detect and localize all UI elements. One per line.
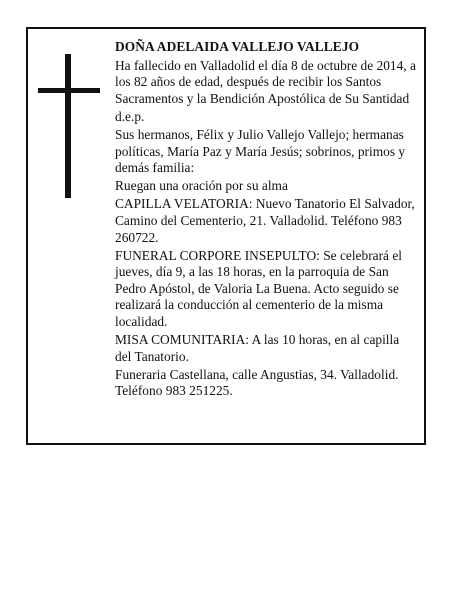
deceased-name: DOÑA ADELAIDA VALLEJO VALLEJO xyxy=(115,39,360,54)
death-announcement: Ha fallecido en Valladolid el día 8 de octubre de 2014, a los 82 años de edad, después de recibir los Santos Sacramentos y la Bendición Apostólica de Su Santidad xyxy=(115,57,416,106)
rest-in-peace: d.e.p. xyxy=(115,108,145,124)
obituary-notice xyxy=(26,27,426,445)
prayer-request: Ruegan una oración por su alma xyxy=(115,178,288,194)
cross-icon xyxy=(38,54,100,198)
funeral-home-info: Funeraria Castellana, calle Angustias, 34. Valladolid. Teléfono 983 251225. xyxy=(115,366,399,399)
family-members: Sus hermanos, Félix y Julio Vallejo Vallejo; hermanas políticas, María Paz y María Jesús; sobrinos, primos y demás familia: xyxy=(115,126,406,176)
funeral-info: FUNERAL CORPORE INSEPULTO: Se celebrará el jueves, día 9, a las 18 horas, en la parroquia de San Pedro Apóstol, de Valoria La Buena. Acto seguido se realizará la conducción al cementerio de la misma localidad. xyxy=(115,247,403,329)
community-mass-info: MISA COMUNITARIA: A las 10 horas, en al capilla del Tanatorio. xyxy=(115,332,400,364)
cross-vertical-bar xyxy=(65,54,71,198)
wake-chapel-info: CAPILLA VELATORIA: Nuevo Tanatorio El Salvador, Camino del Cementerio, 21. Valladolid. Teléfono 983 260722. xyxy=(115,196,415,245)
obituary-text xyxy=(115,39,418,401)
cross-horizontal-bar xyxy=(38,88,100,93)
